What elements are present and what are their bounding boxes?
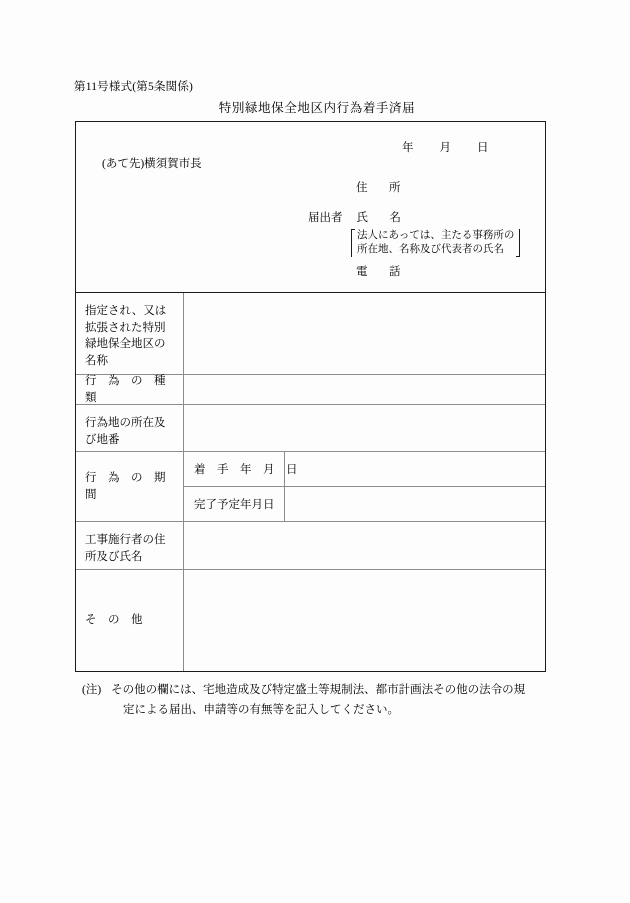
date-day-label: 日 [477,142,489,154]
input-period-end[interactable] [285,487,545,522]
bracket-left-icon [349,229,355,257]
name-field-label: 氏 名 [356,212,406,224]
input-act-type[interactable] [184,375,545,404]
input-act-place[interactable] [184,405,545,451]
input-other[interactable] [184,570,545,671]
table-row-act-type [76,375,545,405]
input-period-start[interactable] [285,452,545,486]
table-row-constructor [76,522,545,570]
district-name-label-line4: 名称 [85,354,108,367]
label-period-end: 完了予定年月日 [184,487,285,522]
document-title: 特別緑地保全地区内行為着手済届 [218,101,416,115]
table-row-period-end [184,487,545,522]
input-constructor[interactable] [184,522,545,569]
act-period-subtable [184,452,545,521]
district-name-label-line3: 緑地保全地区の [85,338,166,350]
act-place-label-line2: び地番 [85,433,120,446]
footnote-line2: 定による届出、申請等の有無等を記入してください。 [123,704,399,716]
district-name-label-line1: 指定され、又は [85,305,167,317]
act-place-label-line1: 行為地の所在及 [85,417,166,429]
label-act-type: 行 為 の 種 類 [76,375,184,404]
footnote [82,680,552,720]
table-row-period-start [184,452,545,487]
header-block [76,122,545,293]
footnote-marker: (注) [82,684,102,696]
label-act-period: 行 為 の 期 間 [76,452,184,521]
label-district-name [76,293,184,374]
constructor-label-line1: 工事施行者の住 [85,534,166,546]
footnote-line1: その他の欄には、宅地造成及び特定盛土等規制法、都市計画法その他の法令の規 [111,684,526,696]
corporation-note-line2: 所在地、名称及び代表者の氏名 [357,244,504,255]
label-period-start: 着 手 年 月 日 [184,452,285,486]
corporation-note-line1: 法人にあっては、主たる事務所の [357,230,515,241]
constructor-label-line2: 所及び氏名 [85,550,143,563]
date-line [402,139,489,155]
application-form-table [75,121,546,672]
phone-field-label: 電 話 [356,266,406,278]
label-act-place [76,405,184,451]
table-row-act-period [76,452,545,522]
submitter-label: 届出者 [308,212,343,224]
bracket-right-icon [516,229,522,257]
table-row-other [76,570,545,671]
form-number: 第11号様式(第5条関係) [74,81,194,93]
label-constructor [76,522,184,569]
addressee-label: (あて先)横須賀市長 [102,158,202,170]
submitter-row [308,209,406,225]
corporation-note [349,229,522,257]
address-field-label: 住 所 [356,182,406,194]
district-name-label-line2: 拡張された特別 [85,321,166,334]
table-row-district-name [76,293,545,375]
date-year-label: 年 [402,142,414,154]
input-district-name[interactable] [184,293,545,374]
date-month-label: 月 [439,142,451,154]
table-row-act-place [76,405,545,452]
label-other: そ の 他 [76,570,184,671]
form-rows [76,293,545,671]
